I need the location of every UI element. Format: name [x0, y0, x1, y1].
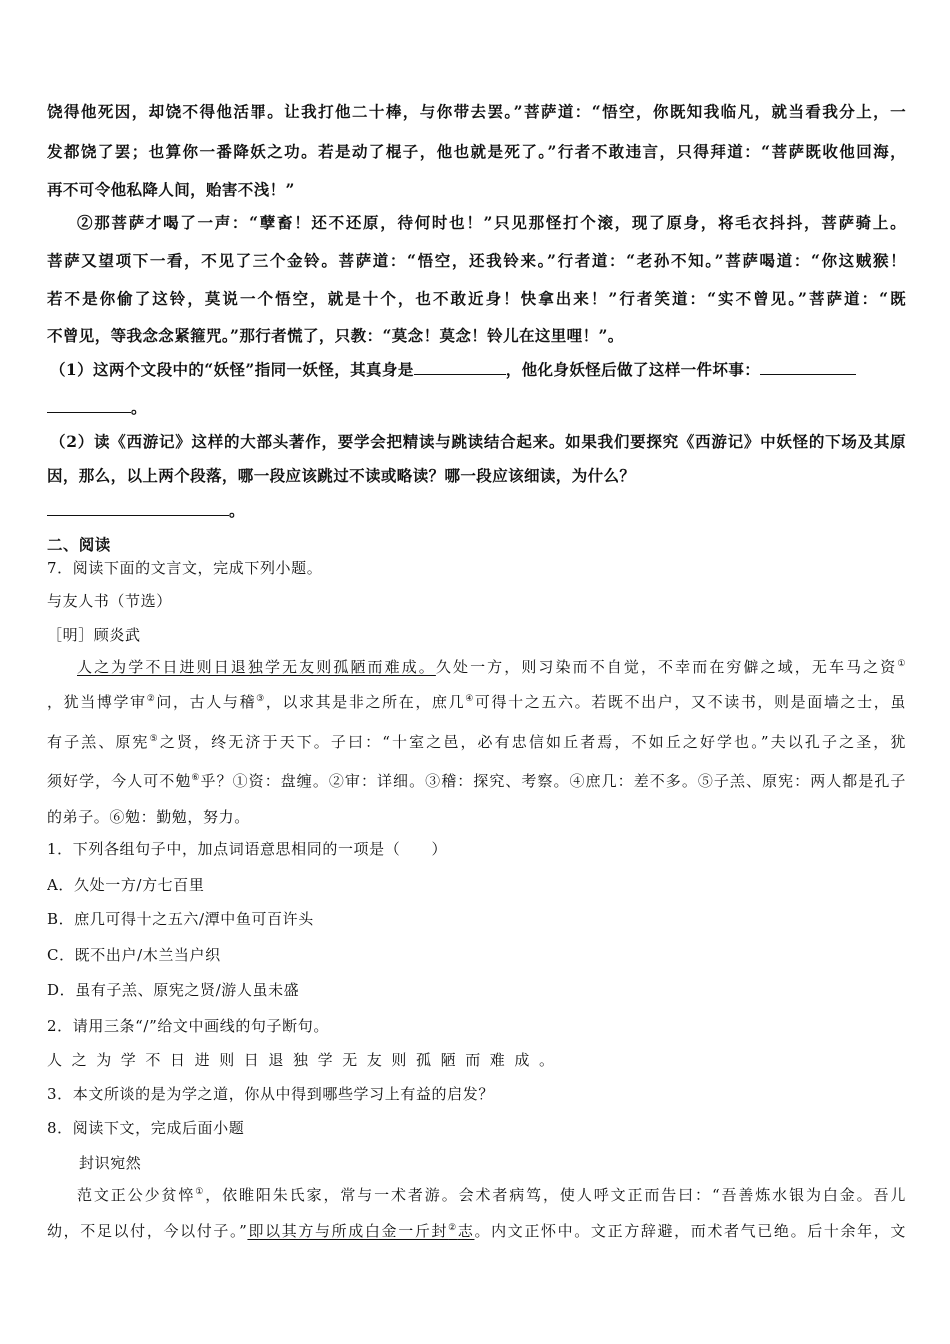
passage-text: 久处一方，则习染而不自觉，不幸而在穷僻之域，无车马之资 — [435, 658, 898, 676]
underlined-text: 志 — [457, 1222, 475, 1240]
passage-line — [47, 1184, 906, 1205]
question-8-intro: 8．阅读下文，完成后面小题 — [47, 1119, 245, 1137]
story-line: 若不是你偷了这铃，莫说一个悟空，就是十个，也不敢近身！快拿出来！”行者笑道：“实不曾见。”菩萨道：“既 — [47, 289, 906, 308]
passage-text: 范文正公少贫悴 — [77, 1186, 196, 1204]
question-1-text-b: ，他化身妖怪后做了这样一件坏事： — [505, 360, 761, 379]
question-7-intro: 7．阅读下面的文言文，完成下列小题。 — [47, 559, 323, 577]
passage-text: 有子羔、原宪 — [47, 733, 150, 751]
note-marker: ⑤ — [149, 734, 160, 744]
note-marker: ④ — [465, 694, 475, 704]
note-marker: ⑥ — [191, 773, 201, 783]
question-1-continued — [47, 396, 906, 418]
option-d: D．虽有子羔、原宪之贤/游人虽未盛 — [47, 981, 300, 999]
passage-line — [47, 731, 906, 752]
passage-text: 。内文正怀中。文正方辞避，而术者气已绝。后十余年，文 — [474, 1222, 906, 1240]
passage-text: ，以求其是非之所在，庶几 — [265, 693, 466, 711]
passage-text: 乎？①资：盘缠。②审：详细。③稽：探究、考察。④庶几：差不多。⑤子羔、原宪：两人都是孔子 — [200, 772, 906, 790]
subquestion-1: 1．下列各组句子中，加点词语意思相同的一项是（ ） — [47, 840, 448, 858]
story-line: 发都饶了罢；也算你一番降妖之功。若是动了棍子，他也就是死了。”行者不敢违言，只得拜道：“菩萨既收他回海， — [47, 142, 906, 161]
question-2-end: 。 — [229, 501, 245, 520]
question-1 — [50, 358, 906, 380]
answer-blank — [414, 360, 506, 375]
passage-text: 可得十之五六。若既不出户，又不读书，则是面墙之士，虽 — [474, 693, 906, 711]
subquestion-3: 3．本文所谈的是为学之道，你从中得到哪些学习上有益的启发？ — [47, 1085, 494, 1103]
story-paragraph-2: ②那菩萨才喝了一声：“孽畜！还不还原，待何时也！”只见那怪打个滚，现了原身，将毛衣抖抖，菩萨骑上。 — [77, 213, 906, 232]
question-1-text-a: （1）这两个文段中的“妖怪”指同一妖怪，其真身是 — [50, 360, 414, 379]
story-line: 不曾见，等我念念紧箍咒。”那行者慌了，只教：“莫念！莫念！铃儿在这里哩！”。 — [47, 326, 624, 345]
passage-author: ［明］顾炎武 — [47, 626, 141, 644]
note-marker: ② — [448, 1223, 458, 1233]
passage-line: 的弟子。⑥勉：勤勉，努力。 — [47, 808, 250, 826]
answer-blank — [760, 360, 856, 375]
underlined-text: 即以其方与所成白金一斤封 — [247, 1222, 449, 1240]
underlined-sentence — [247, 1222, 474, 1240]
passage-title: 封识宛然 — [79, 1154, 142, 1172]
option-a: A．久处一方/方七百里 — [47, 876, 205, 894]
subquestion-2: 2．请用三条“/”给文中画线的句子断句。 — [47, 1017, 329, 1035]
note-marker: ③ — [256, 694, 266, 704]
passage-text: ，犹当博学审 — [47, 693, 147, 711]
passage-line — [47, 1220, 906, 1241]
question-2: （2）读《西游记》这样的大部头著作，要学会把精读与跳读结合起来。如果我们要探究《西游记》中妖怪的下场及其原 — [50, 432, 906, 451]
answer-blank — [47, 501, 229, 516]
answer-blank — [47, 398, 131, 413]
passage-text: 幼，不足以付，今以付子。” — [47, 1222, 248, 1240]
passage-line — [47, 656, 906, 677]
option-b: B．庶几可得十之五六/潭中鱼可百许头 — [47, 910, 314, 928]
story-line: 再不可令他私降人间，贻害不浅！” — [47, 180, 295, 199]
option-c: C．既不出户/木兰当户织 — [47, 946, 221, 964]
underlined-sentence: 人之为学不日进则日退独学无友则孤陋而难成。 — [77, 658, 436, 676]
passage-title: 与友人书（节选） — [47, 592, 172, 610]
question-2-answer — [47, 499, 906, 521]
note-marker: ① — [897, 659, 906, 669]
passage-text: 须好学，今人可不勉 — [47, 772, 192, 790]
passage-text: ，依睢阳朱氏家，常与一术者游。会术者病笃，使人呼文正而告曰：“吾善炼水银为白金。吾儿 — [205, 1186, 906, 1204]
note-marker: ② — [146, 694, 157, 704]
story-line: 菩萨又望项下一看，不见了三个金铃。菩萨道：“悟空，还我铃来。”行者道：“老孙不知。”菩萨喝道：“你这贼猴！ — [47, 251, 906, 270]
passage-text: 问，古人与稽 — [156, 693, 257, 711]
question-2-line-2: 因，那么，以上两个段落，哪一段应该跳过不读或略读？哪一段应该细读，为什么？ — [47, 466, 636, 485]
section-heading: 二、阅读 — [47, 535, 111, 554]
passage-line — [47, 770, 906, 791]
passage-text: 之贤，终无济于天下。子曰：“十室之邑，必有忠信如丘者焉，不如丘之好学也。”夫以孔子之圣，犹 — [159, 733, 906, 751]
note-marker: ① — [195, 1187, 206, 1197]
passage-line — [47, 691, 906, 712]
question-1-end: 。 — [131, 398, 147, 417]
story-line: 饶得他死因，却饶不得他活罪。让我打他二十棒，与你带去罢。”菩萨道：“悟空，你既知我临凡，就当看我分上，一 — [47, 102, 906, 121]
sentence-to-punctuate: 人之为学不日进则日退独学无友则孤陋而难成。 — [47, 1051, 564, 1069]
